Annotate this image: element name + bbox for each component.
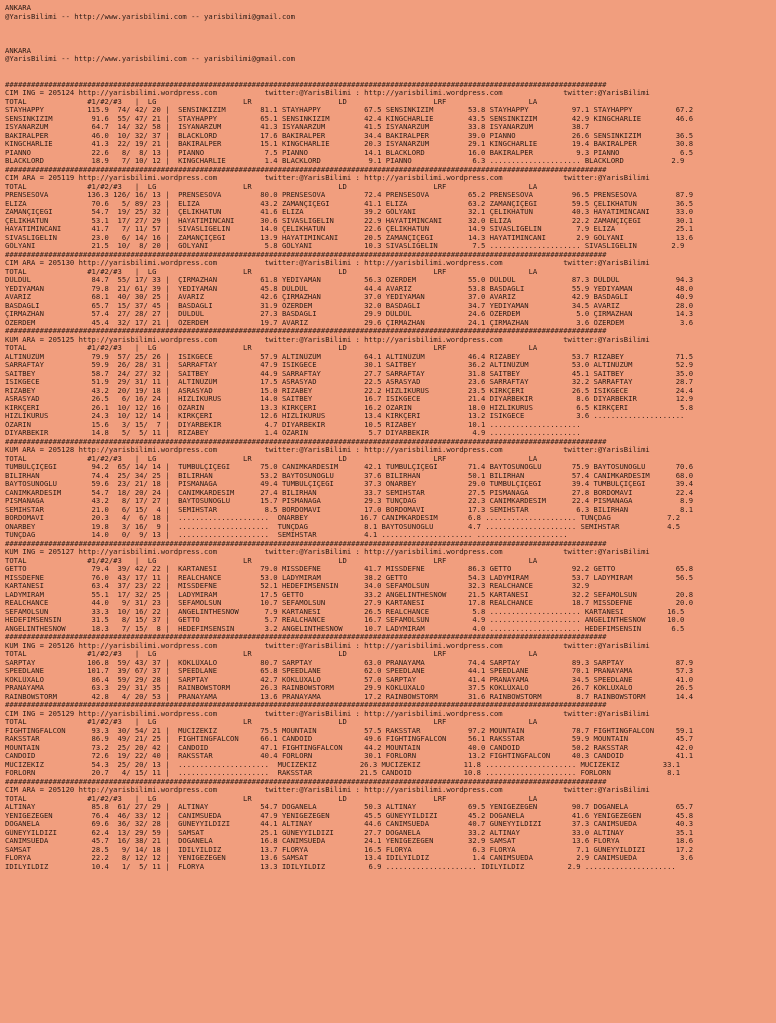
text-line: BLACKLORD 18.9 7/ 10/ 12 | KINGCHARLIE 1.4 BLACKLORD 9.1 PIANNO 6.3 ..................... BLACKLORD 2.9 <box>5 157 685 165</box>
text-line: ÖZARIN 15.6 3/ 15/ 7 | DIYARBEKIR 4.7 DIYARBEKIR 10.5 RIZABEY 10.1 ..................... <box>5 420 581 429</box>
text-line: ZAMANÇIÇEGI 54.7 19/ 25/ 32 | ÇELIKHATUN 41.6 ELIZA 39.2 GÖLYANI 32.1 ÇELIKHATUN 40.3 HAYATIMINCANI 33.0 <box>5 208 694 216</box>
text-line: DIYARBEKIR 14.8 5/ 5/ 11 | RIZABEY 1.4 ÖZARIN 5.7 DIYARBEKIR 4.9 ..................... <box>5 429 581 437</box>
text-line: CANIMSUEDA 45.7 16/ 38/ 21 | DOGANELA 16.8 CANIMSUEDA 24.1 YENIGEZEGEN 32.9 SAMSAT 13.6 FLORYA 18.6 <box>5 837 694 845</box>
text-line: TOTAL #1/#2/#3 | LG LR LD LRF LA <box>5 794 538 803</box>
text-line: AVARIZ 68.1 40/ 30/ 25 | AVARIZ 42.6 ÇIRMAZHAN 37.0 YEDIYAMAN 37.0 AVARIZ 42.9 BASDAGLI 40.9 <box>5 293 694 301</box>
race-header-line: KUM ARA = 205128 http://yarisbilimi.wordpress.com twitter:@YarisBilimi : http://yarisbilimi.wordpress.com twitter:@YarisBilimi <box>5 446 650 454</box>
text-line: HAYATIMINCANI 41.7 7/ 11/ 57 | SIVASLIGELIN 14.0 ÇELIKHATUN 22.6 ÇELIKHATUN 14.9 SIVASLIGELIN 7.9 ELIZA 25.1 <box>5 225 694 233</box>
text-line: TOTAL #1/#2/#3 | LG LR LD LRF LA <box>5 97 538 106</box>
text-line: BASDAGLI 65.7 15/ 37/ 45 | BASDAGLI 31.9 ÖZERDEM 32.0 BASDAGLI 34.7 YEDIYAMAN 34.5 AVARIZ 28.0 <box>5 301 694 310</box>
text-line: IDILYILDIZ 10.4 1/ 5/ 11 | FLORYA 13.3 IDILYILDIZ 6.9 ..................... IDILYILDIZ 2.9 ..................... <box>5 862 676 871</box>
text-line: ALTINAY 85.8 61/ 27/ 29 | ALTINAY 54.7 DOGANELA 50.3 ALTINAY 69.5 YENIGEZEGEN 90.7 DOGANELA 65.7 <box>5 803 694 811</box>
text-line: KINGCHARLIE 41.3 22/ 19/ 21 | BAKIRALPER 15.1 KINGCHARLIE 20.3 ISYANARZUM 29.1 KINGCHARLIE 19.4 BAKIRALPER 30.8 <box>5 140 694 148</box>
text-line: TOTAL #1/#2/#3 | LG LR LD LRF LA <box>5 267 538 276</box>
text-line: GÜNEYYILDIZI 62.4 13/ 29/ 59 | SAMSAT 25.1 GÜNEYYILDIZI 27.7 DOGANELA 33.2 ALTINAY 33.0 ALTINAY 35.1 <box>5 828 694 837</box>
text-line: BAKIRALPER 46.0 10/ 32/ 37 | BLACKLORD 17.6 BAKIRALPER 34.4 BAKIRALPER 39.0 PIANNO 26.6 SENSINKIZIM 36.5 <box>5 131 694 140</box>
separator-line: ########################################################################################################################################### <box>5 437 607 446</box>
race-header-line: CIM ARA = 205119 http://yarisbilimi.wordpress.com twitter:@YarisBilimi : http://yarisbilimi.wordpress.com twitter:@YarisBilimi <box>5 174 650 182</box>
text-line: RAINBOWSTORM 42.8 4/ 20/ 53 | PRANAYAMA 13.6 PRANAYAMA 17.2 RAINBOWSTORM 31.6 RAINBOWSTORM 8.7 RAINBOWSTORM 14.4 <box>5 692 694 701</box>
text-line: SAITBEY 58.7 24/ 27/ 32 | SAITBEY 44.9 SARRAFTAY 27.7 SARRAFTAY 31.8 SAITBEY 45.1 SAITBEY 35.0 <box>5 369 694 378</box>
text-line: KIRKÇERI 26.1 10/ 12/ 16 | ÖZARIN 13.3 KIRKÇERI 16.2 ÖZARIN 18.0 HIZLIKURUS 6.5 KIRKÇERI 5.8 <box>5 403 694 412</box>
text-line <box>5 38 776 47</box>
text-line: TUMBULÇIÇEGI 94.2 65/ 14/ 14 | TUMBULÇIÇEGI 75.0 CANIMKARDESIM 42.1 TUMBULÇIÇEGI 71.4 BAYTOSUNOGLU 75.9 BAYTOSUNOGLU 70.6 <box>5 463 694 471</box>
separator-line: ########################################################################################################################################### <box>5 701 607 709</box>
text-line: DOGANELA 69.6 36/ 32/ 28 | GÜNEYYILDIZI 44.1 ALTINAY 44.6 CANIMSUEDA 40.7 GÜNEYYILDIZI 37.3 CANIMSUEDA 40.3 <box>5 820 694 828</box>
text-line: MUCIZEKIZ 54.3 25/ 20/ 13 | ..................... MUCIZEKIZ 26.3 MUCIZEKIZ 11.8 ..................... MUCIZEKIZ 33.1 <box>5 760 681 769</box>
text-line <box>5 64 776 73</box>
race-header-line: KUM ING = 205127 http://yarisbilimi.wordpress.com twitter:@YarisBilimi : http://yarisbilimi.wordpress.com twitter:@YarisBilimi <box>5 548 650 556</box>
text-line: REALCHANCE 44.0 9/ 31/ 23 | SEFAMOLSUN 10.7 SEFAMOLSUN 27.9 KARTANESI 17.8 REALCHANCE 18.7 MISSDEFNE 20.0 <box>5 599 694 607</box>
text-line: HEDEFIMSENSIN 31.5 8/ 15/ 37 | GETTO 5.7 REALCHANCE 16.7 SEFAMOLSUN 4.9 ..................... ANGELINTHESNOW 10.0 <box>5 616 685 624</box>
text-line: LADYMIRAM 55.1 17/ 32/ 25 | LADYMIRAM 17.5 GETTO 33.2 ANGELINTHESNOW 21.5 KARTANESI 32.2 SEFAMOLSUN 20.8 <box>5 590 694 599</box>
text-line: PISMANAGA 43.2 8/ 17/ 27 | BAYTOSUNOGLU 15.7 PISMANAGA 29.3 TUNÇDAG 22.3 CANIMKARDESIM 22.4 PISMANAGA 8.9 <box>5 497 694 505</box>
text-line: TOTAL #1/#2/#3 | LG LR LD LRF LA <box>5 718 538 726</box>
text-line: @YarisBilimi -- http://www.yarisbilimi.com -- yarisbilimi@gmail.com <box>5 55 295 63</box>
text-line: BAYTOSUNOGLU 59.6 23/ 21/ 18 | PISMANAGA 49.4 TUMBULÇIÇEGI 37.3 ONARBEY 29.0 TUMBULÇIÇEGI 39.4 TUMBULÇIÇEGI 39.4 <box>5 480 694 488</box>
text-line: ISIKGECE 51.9 29/ 31/ 11 | ALTINÜZÜM 17.5 ASRASYAD 22.5 ASRASYAD 23.6 SARRAFTAY 32.2 SARRAFTAY 28.7 <box>5 378 694 386</box>
text-line: TOTAL #1/#2/#3 | LG LR LD LRF LA <box>5 650 538 658</box>
text-line: @YarisBilimi -- http://www.yarisbilimi.com -- yarisbilimi@gmail.com <box>5 12 295 21</box>
text-line: ANKARA <box>5 46 31 55</box>
separator-line: ########################################################################################################################################### <box>5 165 607 174</box>
text-line: BORDOMAVI 20.3 4/ 6/ 18 | ..................... ONARBEY 16.7 CANIMKARDESIM 6.8 ..................... TUNÇDAG 7.2 <box>5 514 681 522</box>
text-line: ISYANARZUM 64.7 14/ 32/ 58 | ISYANARZUM 41.3 ISYANARZUM 41.5 ISYANARZUM 33.8 ISYANARZUM 38.7 <box>5 123 590 131</box>
text-line: TOTAL #1/#2/#3 | LG LR LD LRF LA <box>5 556 538 565</box>
text-line: TOTAL #1/#2/#3 | LG LR LD LRF LA <box>5 344 538 352</box>
text-line: GETTO 79.4 39/ 42/ 22 | KARTANESI 79.0 MISSDEFNE 41.7 MISSDEFNE 86.3 GETTO 92.2 GETTO 65.8 <box>5 565 694 573</box>
text-line: ANGELINTHESNOW 18.3 7/ 15/ 8 | HEDEFIMSENSIN 3.2 ANGELINTHESNOW 10.7 LADYMIRAM 4.0 ..................... HEDEFIMSENSIN 6.5 <box>5 624 685 633</box>
text-line <box>5 30 776 39</box>
text-line: SEMIHSTAR 21.0 6/ 15/ 4 | SEMIHSTAR 8.5 BORDOMAVI 17.0 BORDOMAVI 17.3 SEMIHSTAR 6.3 BILIRHAN 8.1 <box>5 505 694 514</box>
text-line: RIZABEY 43.2 20/ 19/ 18 | ASRASYAD 15.0 RIZABEY 22.2 HIZLIKURUS 23.5 KIRKÇERI 26.5 ISIKGECE 24.4 <box>5 386 694 395</box>
text-line: FIGHTINGFALCON 93.3 30/ 54/ 21 | MUCIZEKIZ 75.5 MOUNTAIN 57.5 RAKSSTAR 97.2 MOUNTAIN 78.7 FIGHTINGFALCON 59.1 <box>5 726 694 735</box>
text-line: SARPTAY 106.8 59/ 43/ 37 | KÖKLÜXALO 80.7 SARPTAY 63.0 PRANAYAMA 74.4 SARPTAY 89.3 SARPTAY 87.9 <box>5 658 694 667</box>
text-line: CANDOID 72.6 19/ 22/ 40 | RAKSSTAR 40.4 FORLORN 30.1 FORLORN 13.2 FIGHTINGFALCON 40.3 CANDOID 41.1 <box>5 752 694 760</box>
text-line <box>5 72 776 81</box>
text-line: TOTAL #1/#2/#3 | LG LR LD LRF LA <box>5 182 538 191</box>
text-line: ANKARA <box>5 4 31 12</box>
text-line: SENSINKIZIM 91.6 55/ 47/ 21 | STAYHAPPY 65.1 SENSINKIZIM 42.4 KINGCHARLIE 43.5 SENSINKIZIM 42.9 KINGCHARLIE 46.6 <box>5 114 694 123</box>
text-line: ALTINÜZÜM 79.9 57/ 25/ 26 | ISIKGECE 57.9 ALTINÜZÜM 64.1 ALTINÜZÜM 46.4 RIZABEY 53.7 RIZABEY 71.5 <box>5 352 694 361</box>
text-line: ÇIRMAZHAN 57.4 27/ 28/ 27 | DÜLDÜL 27.3 BASDAGLI 29.9 DÜLDÜL 24.6 ÖZERDEM 5.0 ÇIRMAZHAN 14.3 <box>5 310 694 318</box>
separator-line: ########################################################################################################################################### <box>5 777 607 786</box>
race-header-line: CIM ARA = 205130 http://yarisbilimi.wordpress.com twitter:@YarisBilimi : http://yarisbilimi.wordpress.com twitter:@YarisBilimi <box>5 259 650 267</box>
separator-line: ########################################################################################################################################### <box>5 539 607 548</box>
text-line: FLORYA 22.2 8/ 12/ 12 | YENIGEZEGEN 13.6 SAMSAT 13.4 IDILYILDIZ 1.4 CANIMSUEDA 2.9 CANIMSUEDA 3.6 <box>5 854 694 862</box>
text-line: SARRAFTAY 59.9 26/ 28/ 31 | SARRAFTAY 47.9 ISIKGECE 30.1 SAITBEY 36.2 ALTINÜZÜM 53.0 ALTINÜZÜM 52.9 <box>5 361 694 369</box>
text-line: DÜLDÜL 84.7 55/ 17/ 33 | ÇIRMAZHAN 61.8 YEDIYAMAN 56.3 ÖZERDEM 55.0 DÜLDÜL 87.3 DÜLDÜL 94.3 <box>5 276 694 284</box>
race-header-line: CIM ING = 205124 http://yarisbilimi.wordpress.com twitter:@YarisBilimi : http://yarisbilimi.wordpress.com twitter:@YarisBilimi <box>5 89 650 97</box>
text-line <box>5 21 776 30</box>
text-line: PRANAYAMA 63.3 29/ 31/ 35 | RAINBOWSTORM 26.3 RAINBOWSTORM 29.9 KÖKLÜXALO 37.5 KÖKLÜXALO 26.7 KÖKLÜXALO 26.5 <box>5 684 694 692</box>
race-header-line: CIM ING = 205129 http://yarisbilimi.wordpress.com twitter:@YarisBilimi : http://yarisbilimi.wordpress.com twitter:@YarisBilimi <box>5 709 650 718</box>
race-header-line: KUM ARA = 205125 http://yarisbilimi.wordpress.com twitter:@YarisBilimi : http://yarisbilimi.wordpress.com twitter:@YarisBilimi <box>5 335 650 344</box>
separator-line: ########################################################################################################################################### <box>5 633 607 641</box>
text-line: CANIMKARDESIM 54.7 18/ 20/ 24 | CANIMKARDESIM 27.4 BILIRHAN 33.7 SEMIHSTAR 27.5 PISMANAGA 27.8 BORDOMAVI 22.4 <box>5 488 694 497</box>
race-header-line: CIM ARA = 205120 http://yarisbilimi.wordpress.com twitter:@YarisBilimi : http://yarisbilimi.wordpress.com twitter:@YarisBilimi <box>5 786 650 794</box>
text-line: TUNÇDAG 14.0 0/ 9/ 13 | ..................... SEMIHSTAR 4.1 ..................... ..................... <box>5 531 568 539</box>
separator-line: ########################################################################################################################################### <box>5 250 607 259</box>
text-line: MISSDEFNE 76.0 43/ 17/ 11 | REALCHANCE 53.0 LADYMIRAM 38.2 GETTO 54.3 LADYMIRAM 53.7 LADYMIRAM 56.5 <box>5 573 694 582</box>
text-line: KARTANESI 63.4 37/ 23/ 22 | MISSDEFNE 52.1 HEDEFIMSENSIN 34.0 SEFAMOLSUN 32.3 REALCHANCE 32.9 <box>5 582 590 590</box>
text-line: ÖZERDEM 45.4 32/ 17/ 21 | ÖZERDEM 19.7 AVARIZ 29.6 ÇIRMAZHAN 24.1 ÇIRMAZHAN 3.6 ÖZERDEM 3.6 <box>5 318 694 327</box>
text-line: SEFAMOLSUN 33.3 10/ 16/ 22 | ANGELINTHESNOW 7.9 KARTANESI 26.5 REALCHANCE 5.8 ..................... KARTANESI 16.5 <box>5 607 685 616</box>
text-line: KÖKLÜXALO 86.4 59/ 29/ 28 | SARPTAY 42.7 KÖKLÜXALO 57.0 SARPTAY 41.4 PRANAYAMA 34.5 SPEEDLANE 41.0 <box>5 675 694 684</box>
text-line: SPEEDLANE 101.7 39/ 67/ 37 | SPEEDLANE 65.8 SPEEDLANE 62.0 SPEEDLANE 44.1 SPEEDLANE 70.1 PRANAYAMA 57.3 <box>5 667 694 675</box>
text-line: GÖLYANI 21.5 10/ 8/ 20 | GÖLYANI 5.8 GÖLYANI 10.3 SIVASLIGELIN 7.5 ..................... SIVASLIGELIN 2.9 <box>5 242 685 250</box>
text-line: PRENSESOVA 136.3 126/ 16/ 13 | PRENSESOVA 80.0 PRENSESOVA 72.4 PRENSESOVA 65.2 PRENSESOVA 96.5 PRENSESOVA 87.9 <box>5 191 694 199</box>
text-line: MOUNTAIN 73.2 25/ 20/ 42 | CANDOID 47.1 FIGHTINGFALCON 44.2 MOUNTAIN 40.0 CANDOID 50.2 RAKSSTAR 42.0 <box>5 743 694 752</box>
text-line: BILIRHAN 74.4 25/ 34/ 25 | BILIRHAN 53.2 BAYTOSUNOGLU 37.6 BILIRHAN 50.1 BILIRHAN 57.4 CANIMKARDESIM 68.0 <box>5 471 694 480</box>
text-line: YENIGEZEGEN 76.4 46/ 33/ 12 | CANIMSUEDA 47.9 YENIGEZEGEN 45.5 GÜNEYYILDIZI 45.2 DOGANELA 41.6 YENIGEZEGEN 45.8 <box>5 811 694 820</box>
text-line: SIVASLIGELIN 23.0 6/ 14/ 16 | ZAMANÇIÇEGI 13.9 HAYATIMINCANI 20.5 ZAMANÇIÇEGI 14.3 HAYATIMINCANI 2.9 GÖLYANI 13.6 <box>5 233 694 242</box>
text-line: ELIZA 70.6 5/ 89/ 23 | ELIZA 43.2 ZAMANÇIÇEGI 41.1 ELIZA 63.2 ZAMANÇIÇEGI 59.5 ÇELIKHATUN 36.5 <box>5 199 694 208</box>
text-line: HIZLIKURUS 24.3 10/ 12/ 14 | KIRKÇERI 12.6 HIZLIKURUS 13.4 KIRKÇERI 13.2 ISIKGECE 3.6 ..................... <box>5 412 685 420</box>
separator-line: ########################################################################################################################################### <box>5 327 607 335</box>
text-line: YEDIYAMAN 79.8 21/ 61/ 39 | YEDIYAMAN 45.8 DÜLDÜL 44.4 AVARIZ 53.8 BASDAGLI 55.9 YEDIYAMAN 48.0 <box>5 284 694 293</box>
text-line: ÇELIKHATUN 53.1 17/ 27/ 29 | HAYATIMINCANI 30.6 SIVASLIGELIN 22.9 HAYATIMINCANI 32.0 ELIZA 22.2 ZAMANÇIÇEGI 30.1 <box>5 216 694 225</box>
text-line: TOTAL #1/#2/#3 | LG LR LD LRF LA <box>5 454 538 463</box>
text-line: STAYHAPPY 115.9 74/ 42/ 20 | SENSINKIZIM 81.1 STAYHAPPY 67.5 SENSINKIZIM 53.8 STAYHAPPY 97.1 STAYHAPPY 67.2 <box>5 106 694 114</box>
text-line: ASRASYAD 26.5 6/ 16/ 24 | HIZLIKURUS 14.0 SAITBEY 16.7 ISIKGECE 21.4 DIYARBEKIR 8.6 DIYARBEKIR 12.9 <box>5 395 694 403</box>
race-header-line: KUM ING = 205126 http://yarisbilimi.wordpress.com twitter:@YarisBilimi : http://yarisbilimi.wordpress.com twitter:@YarisBilimi <box>5 641 650 650</box>
separator-line: ########################################################################################################################################### <box>5 80 607 89</box>
text-line: RAKSSTAR 86.9 49/ 21/ 25 | FIGHTINGFALCON 66.1 CANDOID 49.6 FIGHTINGFALCON 56.1 RAKSSTAR 59.9 MOUNTAIN 45.7 <box>5 735 694 743</box>
text-line: PIANNO 22.6 8/ 8/ 13 | PIANNO 7.5 PIANNO 14.1 BLACKLORD 16.0 BAKIRALPER 9.3 PIANNO 6.5 <box>5 148 694 157</box>
text-line: SAMSAT 28.5 9/ 14/ 18 | IDILYILDIZ 13.7 FLORYA 16.5 FLORYA 6.3 FLORYA 7.1 GÜNEYYILDIZI 17.2 <box>5 845 694 854</box>
text-line: FORLORN 20.7 4/ 15/ 11 | ..................... RAKSSTAR 21.5 CANDOID 10.8 ..................... FORLORN 8.1 <box>5 769 681 777</box>
text-line: ONARBEY 19.8 3/ 16/ 9 | ..................... TUNÇDAG 8.1 BAYTOSUNOGLU 4.7 ..................... SEMIHSTAR 4.5 <box>5 522 681 531</box>
